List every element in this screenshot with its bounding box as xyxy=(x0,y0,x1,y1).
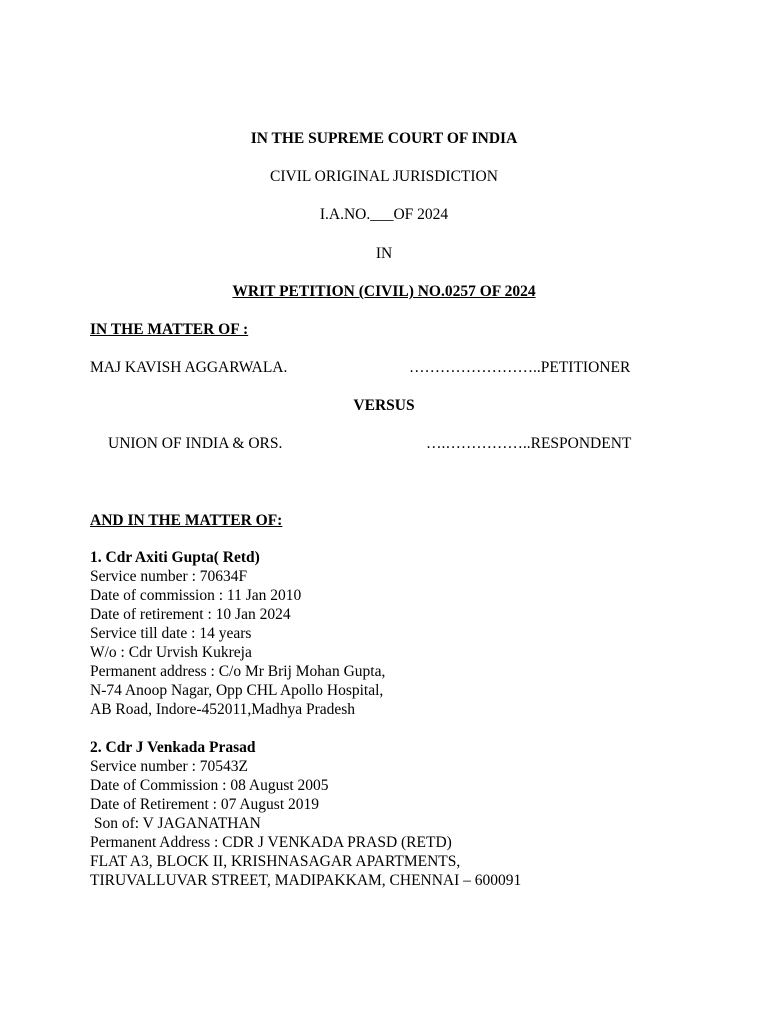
person-block-2 xyxy=(90,738,521,890)
person-detail-line: FLAT A3, BLOCK II, KRISHNASAGAR APARTMENTS, xyxy=(90,853,461,870)
person-detail-line: Service till date : 14 years xyxy=(90,625,252,642)
person-title: 2. Cdr J Venkada Prasad xyxy=(90,739,256,756)
person-detail-line: Service number : 70634F xyxy=(90,568,248,585)
person-detail-line: Date of Retirement : 07 August 2019 xyxy=(90,796,320,813)
in-connector: IN xyxy=(375,245,393,262)
petition-title: WRIT PETITION (CIVIL) NO.0257 OF 2024 xyxy=(232,283,536,300)
petitioner-row xyxy=(0,358,768,377)
person-detail-line: Date of Commission : 08 August 2005 xyxy=(90,777,329,794)
person-detail-line: Son of: V JAGANATHAN xyxy=(90,815,261,832)
person-block-1 xyxy=(90,548,385,719)
person-detail-line: N-74 Anoop Nagar, Opp CHL Apollo Hospital, xyxy=(90,682,384,699)
person-detail-line: TIRUVALLUVAR STREET, MADIPAKKAM, CHENNAI – 600091 xyxy=(90,872,522,889)
respondent-row xyxy=(0,434,768,453)
person-detail-line: Service number : 70543Z xyxy=(90,758,248,775)
ia-number: I.A.NO.___OF 2024 xyxy=(319,206,449,223)
jurisdiction: CIVIL ORIGINAL JURISDICTION xyxy=(270,168,498,185)
versus: VERSUS xyxy=(353,397,415,414)
person-detail-line: Date of commission : 11 Jan 2010 xyxy=(90,587,302,604)
person-detail-line: Date of retirement : 10 Jan 2024 xyxy=(90,606,291,623)
court-title: IN THE SUPREME COURT OF INDIA xyxy=(250,130,518,147)
respondent-name: UNION OF INDIA & ORS. xyxy=(108,435,283,452)
respondent-role: ….……………..RESPONDENT xyxy=(426,435,632,452)
petitioner-name: MAJ KAVISH AGGARWALA. xyxy=(90,359,288,376)
petitioner-role: ……………………..PETITIONER xyxy=(409,359,631,376)
person-detail-line: Permanent Address : CDR J VENKADA PRASD (RETD) xyxy=(90,834,452,851)
matter-label: IN THE MATTER OF : xyxy=(90,321,249,338)
and-matter-label: AND IN THE MATTER OF: xyxy=(90,512,283,529)
person-detail-line: Permanent address : C/o Mr Brij Mohan Gupta, xyxy=(90,663,386,680)
person-detail-line: AB Road, Indore-452011,Madhya Pradesh xyxy=(90,701,356,718)
person-detail-line: W/o : Cdr Urvish Kukreja xyxy=(90,644,252,661)
person-title: 1. Cdr Axiti Gupta( Retd) xyxy=(90,549,260,566)
